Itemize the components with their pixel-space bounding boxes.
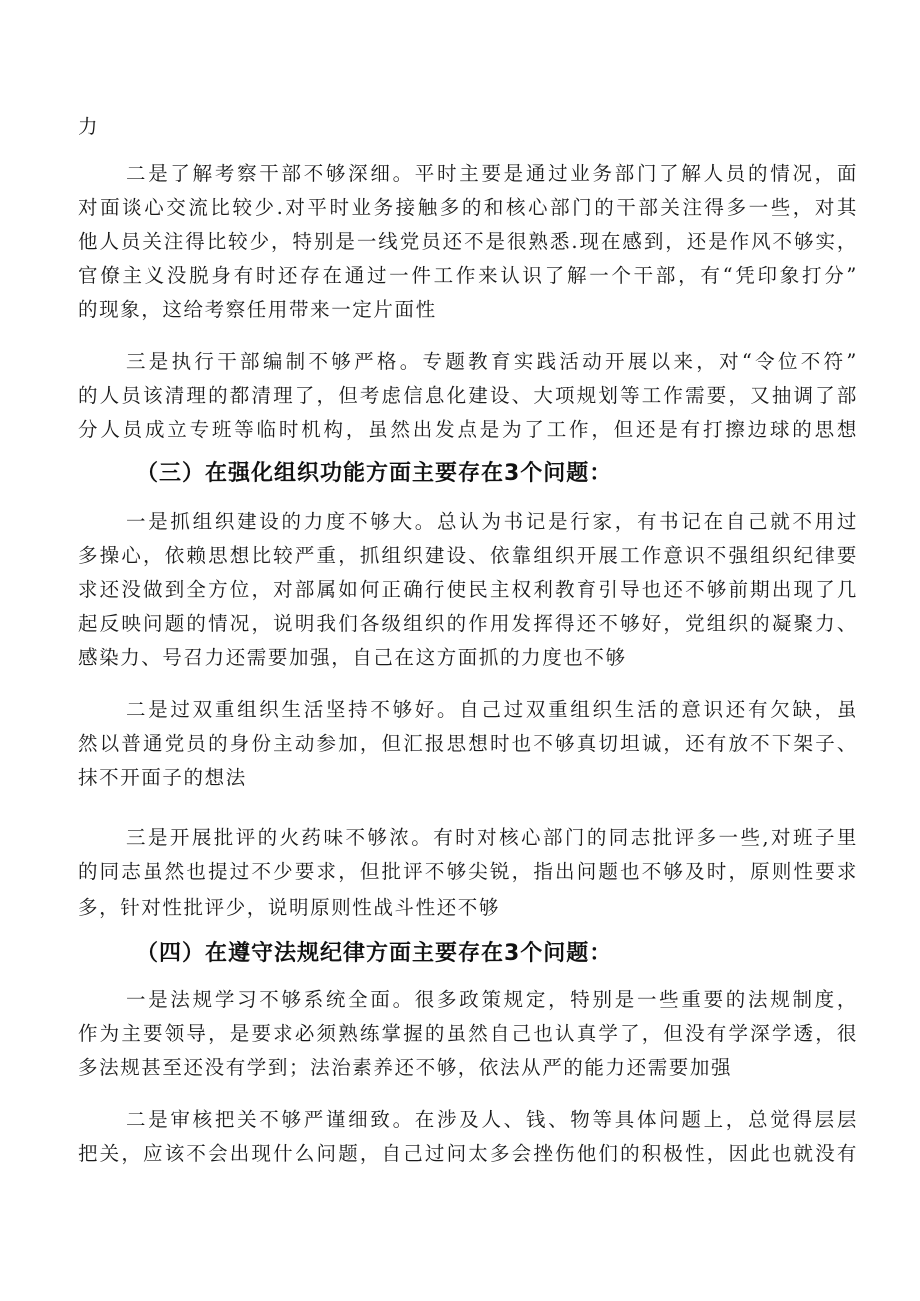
paragraph-line: 多，针对性批评少，说明原则性战斗性还不够 — [78, 896, 501, 919]
paragraph-line: 分人员成立专班等临时机构，虽然出发点是为了工作，但还是有打擦边球的思想 — [78, 418, 858, 441]
paragraph-line: 然以普通党员的身份主动参加，但汇报思想时也不够真切坦诚，还有放不下架子、 — [78, 732, 858, 755]
paragraph-line: 官僚主义没脱身有时还存在通过一件工作来认识了解一个干部，有“凭印象打分” — [78, 264, 858, 287]
paragraph-line: 多法规甚至还没有学到；法治素养还不够，依法从严的能力还需要加强 — [78, 1056, 733, 1079]
paragraph-line: 一是法规学习不够系统全面。很多政策规定，特别是一些重要的法规制度， — [126, 988, 858, 1011]
paragraph-line: 的现象，这给考察任用带来一定片面性 — [78, 298, 437, 321]
paragraph-line: 三是执行干部编制不够严格。专题教育实践活动开展以来，对“令位不符” — [126, 350, 858, 373]
section-heading: （三）在强化组织功能方面主要存在3个问题： — [136, 461, 613, 486]
paragraph-line: 的人员该清理的都清理了，但考虑信息化建设、大项规划等工作需要，又抽调了部 — [78, 384, 858, 407]
paragraph-line: 一是抓组织建设的力度不够大。总认为书记是行家，有书记在自己就不用过 — [126, 510, 858, 533]
paragraph-line: 的同志虽然也提过不少要求，但批评不够尖锐，指出问题也不够及时，原则性要求 — [78, 860, 858, 883]
paragraph-line: 求还没做到全方位，对部属如何正确行使民主权利教育引导也还不够前期出现了几 — [78, 578, 858, 601]
paragraph-line: 三是开展批评的火药味不够浓。有时对核心部门的同志批评多一些,对班子里 — [126, 826, 858, 849]
paragraph-line: 起反映问题的情况，说明我们各级组织的作用发挥得还不够好，党组织的凝聚力、 — [78, 612, 858, 635]
paragraph-line: 对面谈心交流比较少.对平时业务接触多的和核心部门的干部关注得多一些，对其 — [78, 196, 858, 219]
paragraph-line: 二是了解考察干部不够深细。平时主要是通过业务部门了解人员的情况，面 — [126, 162, 858, 185]
paragraph-line: 力 — [78, 115, 100, 138]
paragraph-line: 二是过双重组织生活坚持不够好。自己过双重组织生活的意识还有欠缺，虽 — [126, 698, 858, 721]
paragraph-line: 抹不开面子的想法 — [78, 766, 247, 789]
paragraph-line: 感染力、号召力还需要加强，自己在这方面抓的力度也不够 — [78, 646, 627, 669]
paragraph-line: 二是审核把关不够严谨细致。在涉及人、钱、物等具体问题上，总觉得层层 — [126, 1108, 858, 1131]
paragraph-line: 多操心，依赖思想比较严重，抓组织建设、依靠组织开展工作意识不强组织纪律要 — [78, 544, 858, 567]
paragraph-line: 他人员关注得比较少，特别是一线党员还不是很熟悉.现在感到，还是作风不够实， — [78, 230, 858, 253]
section-heading: （四）在遵守法规纪律方面主要存在3个问题： — [136, 941, 613, 966]
paragraph-line: 作为主要领导，是要求必须熟练掌握的虽然自己也认真学了，但没有学深学透，很 — [78, 1022, 858, 1045]
paragraph-line: 把关，应该不会出现什么问题，自己过问太多会挫伤他们的积极性，因此也就没有 — [78, 1142, 858, 1165]
